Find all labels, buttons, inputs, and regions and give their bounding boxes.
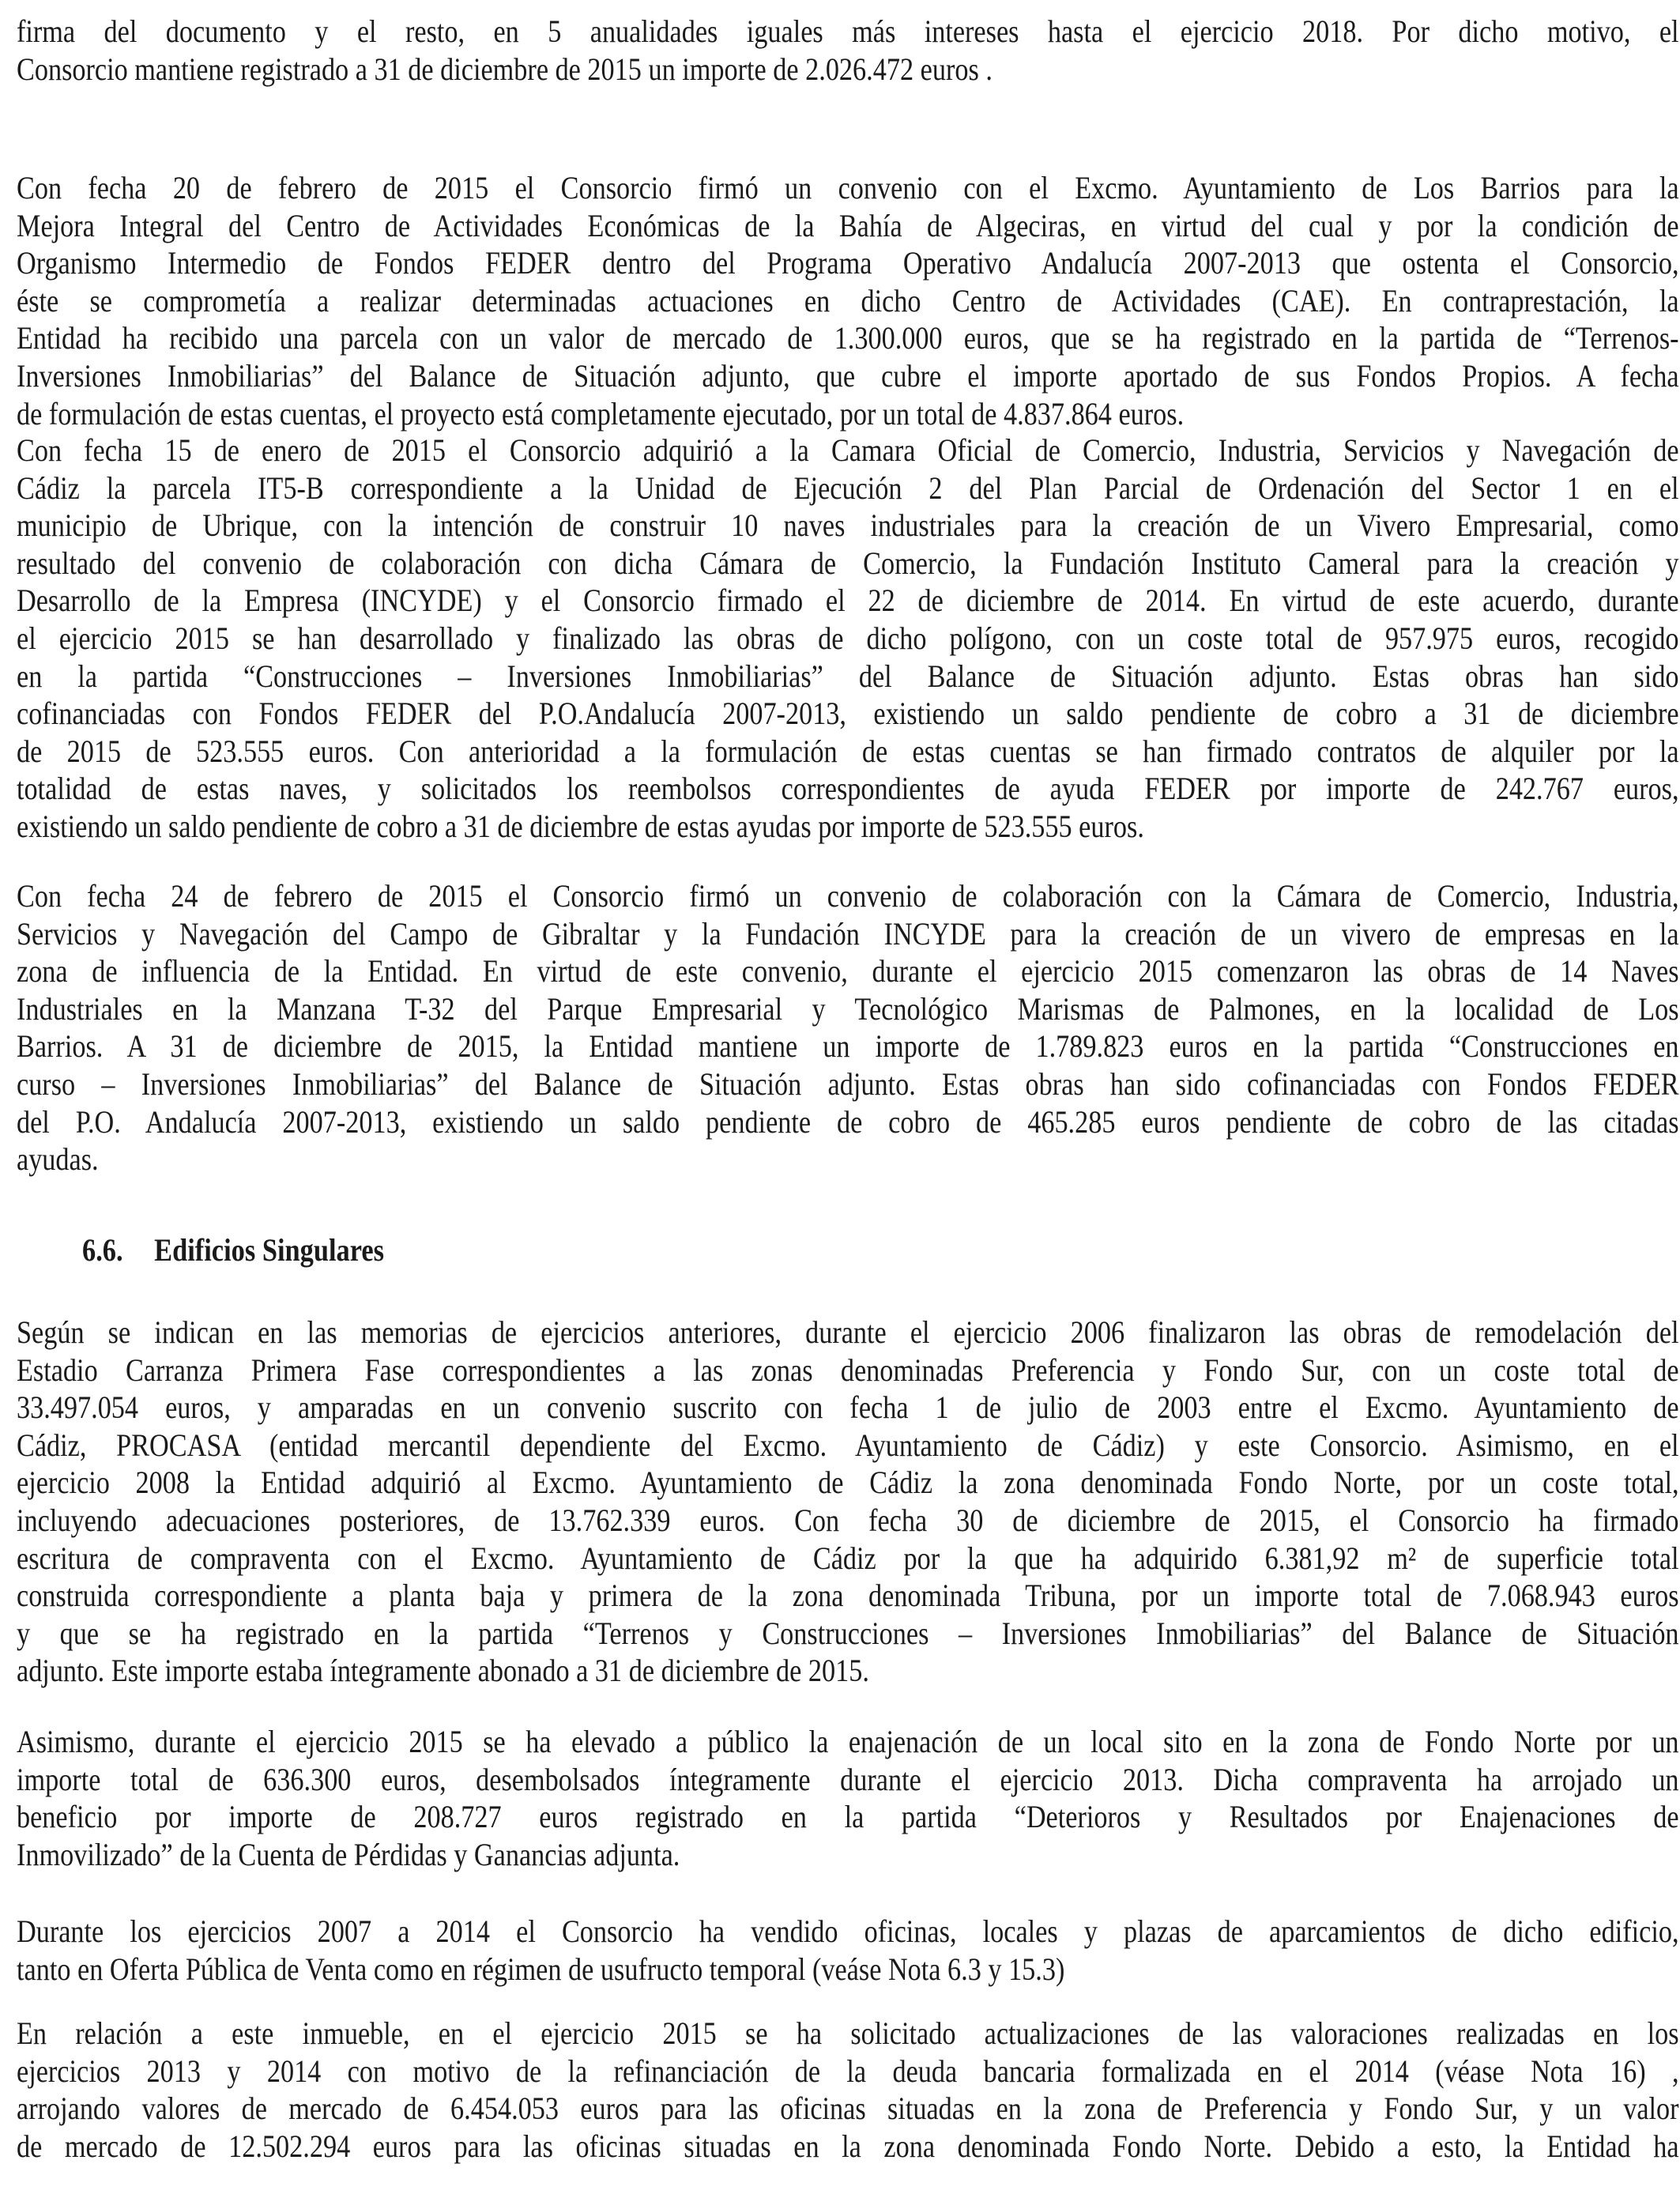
text-line: Consorcio mantiene registrado a 31 de diciembre de 2015 un importe de 2.026.472 euros . xyxy=(17,51,993,87)
text-line: Desarrollo de la Empresa (INCYDE) y el Consorcio firmado el 22 de diciembre de 2014. En virtud de este acuerdo, durante xyxy=(17,582,1679,619)
text-line: resultado del convenio de colaboración con dicha Cámara de Comercio, la Fundación Instituto Cameral para la creación y xyxy=(17,545,1679,581)
text-line: el ejercicio 2015 se han desarrollado y finalizado las obras de dicho polígono, con un coste total de 957.975 euros, recogido xyxy=(17,620,1679,656)
text-line: Estadio Carranza Primera Fase correspondientes a las zonas denominadas Preferencia y Fondo Sur, con un coste total de xyxy=(17,1351,1679,1388)
text-line: en la partida “Construcciones – Inversiones Inmobiliarias” del Balance de Situación adjunto. Estas obras han sido xyxy=(17,658,1679,694)
text-line: existiendo un saldo pendiente de cobro a 31 de diciembre de estas ayudas por importe de 523.555 euros. xyxy=(17,809,1144,844)
text-line: ejercicio 2008 la Entidad adquirió al Excmo. Ayuntamiento de Cádiz la zona denominada Fondo Norte, por un coste total, xyxy=(17,1465,1679,1501)
text-line: Cádiz, PROCASA (entidad mercantil dependiente del Excmo. Ayuntamiento de Cádiz) y este Consorcio. Asimismo, en el xyxy=(17,1427,1679,1463)
text-line: Con fecha 15 de enero de 2015 el Consorcio adquirió a la Camara Oficial de Comercio, Industria, Servicios y Navegación de xyxy=(17,432,1679,468)
text-line: En relación a este inmueble, en el ejercicio 2015 se ha solicitado actualizaciones de las valoraciones realizadas en los xyxy=(17,2015,1679,2051)
text-line: Entidad ha recibido una parcela con un valor de mercado de 1.300.000 euros, que se ha registrado en la partida de “Terrenos- xyxy=(17,320,1679,356)
text-line: escritura de compraventa con el Excmo. Ayuntamiento de Cádiz por la que ha adquirido 6.381,92 m² de superficie total xyxy=(17,1540,1679,1576)
text-line: municipio de Ubrique, con la intención de construir 10 naves industriales para la creación de un Vivero Empresarial, como xyxy=(17,507,1679,544)
text-line: Durante los ejercicios 2007 a 2014 el Consorcio ha vendido oficinas, locales y plazas de aparcamientos de dicho edificio, xyxy=(17,1913,1679,1949)
text-line: de formulación de estas cuentas, el proyecto está completamente ejecutado, por un total de 4.837.864 euros. xyxy=(17,395,1185,432)
text-line: Según se indican en las memorias de ejercicios anteriores, durante el ejercicio 2006 finalizaron las obras de remodelación del xyxy=(17,1314,1679,1350)
text-line: construida correspondiente a planta baja y primera de la zona denominada Tribuna, por un importe total de 7.068.943 euros xyxy=(17,1578,1679,1614)
text-line: incluyendo adecuaciones posteriores, de 13.762.339 euros. Con fecha 30 de diciembre de 2015, el Consorcio ha firmado xyxy=(17,1502,1679,1538)
text-line: firma del documento y el resto, en 5 anualidades iguales más intereses hasta el ejercicio 2018. Por dicho motivo, el xyxy=(17,13,1679,49)
text-line: éste se comprometía a realizar determinadas actuaciones en dicho Centro de Actividades (CAE). En contraprestación, la xyxy=(17,282,1679,319)
text-line: zona de influencia de la Entidad. En virtud de este convenio, durante el ejercicio 2015 comenzaron las obras de 14 Naves xyxy=(17,953,1679,990)
section-title: Edificios Singulares xyxy=(154,1232,385,1268)
text-line: Mejora Integral del Centro de Actividades Económicas de la Bahía de Algeciras, en virtud del cual y por la condición de xyxy=(17,207,1679,243)
text-line: Industriales en la Manzana T-32 del Parque Empresarial y Tecnológico Marismas de Palmones, en la localidad de Los xyxy=(17,990,1679,1027)
text-line: ayudas. xyxy=(17,1141,99,1178)
text-line: totalidad de estas naves, y solicitados los reembolsos correspondientes de ayuda FEDER por importe de 242.767 euros, xyxy=(17,771,1679,807)
text-line: beneficio por importe de 208.727 euros registrado en la partida “Deterioros y Resultados por Enajenaciones de xyxy=(17,1799,1679,1835)
text-line: curso – Inversiones Inmobiliarias” del Balance de Situación adjunto. Estas obras han sido cofinanciadas con Fondos FEDER xyxy=(17,1066,1679,1102)
text-line: Organismo Intermedio de Fondos FEDER dentro del Programa Operativo Andalucía 2007-2013 que ostenta el Consorcio, xyxy=(17,245,1679,281)
text-line: y que se ha registrado en la partida “Terrenos y Construcciones – Inversiones Inmobiliarias” del Balance de Situación xyxy=(17,1615,1679,1651)
text-line: del P.O. Andalucía 2007-2013, existiendo un saldo pendiente de cobro de 465.285 euros pendiente de cobro de las citadas xyxy=(17,1103,1679,1140)
text-line: cofinanciadas con Fondos FEDER del P.O.Andalucía 2007-2013, existiendo un saldo pendiente de cobro a 31 de diciembre xyxy=(17,696,1679,732)
text-line: arrojando valores de mercado de 6.454.053 euros para las oficinas situadas en la zona de Preferencia y Fondo Sur, y un valor xyxy=(17,2090,1679,2127)
text-line: de 2015 de 523.555 euros. Con anterioridad a la formulación de estas cuentas se han firmado contratos de alquiler por la xyxy=(17,733,1679,769)
text-line: Con fecha 24 de febrero de 2015 el Consorcio firmó un convenio de colaboración con la Cámara de Comercio, Industria, xyxy=(17,878,1679,914)
text-line: adjunto. Este importe estaba íntegramente abonado a 31 de diciembre de 2015. xyxy=(17,1653,869,1689)
text-line: 33.497.054 euros, y amparadas en un convenio suscrito con fecha 1 de julio de 2003 entre el Excmo. Ayuntamiento de xyxy=(17,1389,1679,1426)
text-line: Asimismo, durante el ejercicio 2015 se ha elevado a público la enajenación de un local sito en la zona de Fondo Norte por un xyxy=(17,1724,1679,1759)
text-line: ejercicios 2013 y 2014 con motivo de la refinanciación de la deuda bancaria formalizada en el 2014 (véase Nota 16) , xyxy=(17,2053,1679,2089)
text-line: Inmovilizado” de la Cuenta de Pérdidas y Ganancias adjunta. xyxy=(17,1836,680,1872)
text-line: de mercado de 12.502.294 euros para las oficinas situadas en la zona denominada Fondo Norte. Debido a esto, la Entidad ha xyxy=(17,2128,1679,2164)
text-line: Servicios y Navegación del Campo de Gibraltar y la Fundación INCYDE para la creación de un vivero de empresas en la xyxy=(17,915,1679,952)
text-line: Con fecha 20 de febrero de 2015 el Consorcio firmó un convenio con el Excmo. Ayuntamiento de Los Barrios para la xyxy=(17,170,1679,205)
text-line: Barrios. A 31 de diciembre de 2015, la Entidad mantiene un importe de 1.789.823 euros en la partida “Construcciones en xyxy=(17,1028,1679,1065)
section-heading xyxy=(82,1231,384,1269)
text-line: Cádiz la parcela IT5-B correspondiente a la Unidad de Ejecución 2 del Plan Parcial de Ordenación del Sector 1 en el xyxy=(17,469,1679,506)
section-number: 6.6. xyxy=(82,1232,123,1268)
text-line: Inversiones Inmobiliarias” del Balance de Situación adjunto, que cubre el importe aportado de sus Fondos Propios. A fecha xyxy=(17,358,1679,394)
text-line: tanto en Oferta Pública de Venta como en régimen de usufructo temporal (veáse Nota 6.3 y 15.3) xyxy=(17,1951,1065,1987)
text-line: importe total de 636.300 euros, desembolsados íntegramente durante el ejercicio 2013. Dicha compraventa ha arrojado un xyxy=(17,1761,1679,1797)
